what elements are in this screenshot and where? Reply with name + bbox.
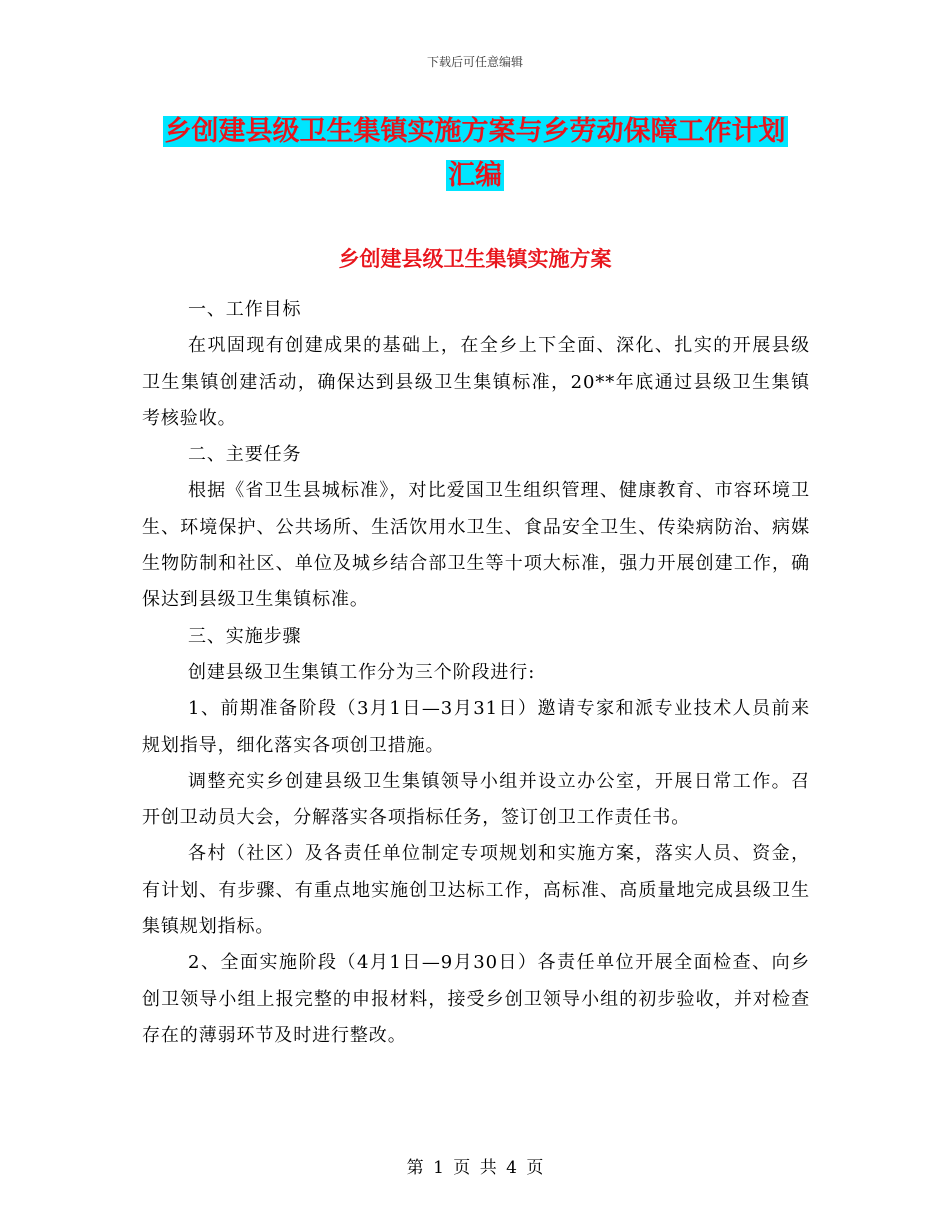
paragraph: 在巩固现有创建成果的基础上，在全乡上下全面、深化、扎实的开展县级卫生集镇创建活动，确保达到县级卫生集镇标准，20**年底通过县级卫生集镇考核验收。 — [142, 335, 810, 429]
document-body — [142, 292, 810, 1054]
paragraph: 调整充实乡创建县级卫生集镇领导小组并设立办公室，开展日常工作。召开创卫动员大会，分解落实各项指标任务，签订创卫工作责任书。 — [142, 770, 810, 829]
section-title: 乡创建县级卫生集镇实施方案 — [338, 247, 612, 271]
document-title-text-1: 乡创建县级卫生集镇实施方案与乡劳动保障工作计划 — [164, 116, 786, 147]
paragraph: 创建县级卫生集镇工作分为三个阶段进行: — [188, 661, 536, 683]
document-title-text-2: 汇编 — [448, 160, 502, 191]
paragraph: 根据《省卫生县城标准》，对比爱国卫生组织管理、健康教育、市容环境卫生、环境保护、公共场所、生活饮用水卫生、食品安全卫生、传染病防治、病媒生物防制和社区、单位及城乡结合部卫生等十项大标准，强力开展创建工作，确保达到县级卫生集镇标准。 — [142, 480, 810, 611]
page-footer: 第 1 页 共 4 页 — [406, 1158, 544, 1178]
paragraph: 各村（社区）及各责任单位制定专项规划和实施方案，落实人员、资金，有计划、有步骤、有重点地实施创卫达标工作，高标准、高质量地完成县级卫生集镇规划指标。 — [142, 843, 810, 938]
paragraph: 2、全面实施阶段（4月1日—9月30日）各责任单位开展全面检查、向乡创卫领导小组上报完整的申报材料，接受乡创卫领导小组的初步验收，并对检查存在的薄弱环节及时进行整改。 — [142, 952, 810, 1046]
heading-implementation-steps: 三、实施步骤 — [188, 625, 302, 647]
header-note: 下载后可任意编辑 — [426, 55, 523, 69]
paragraph: 1、前期准备阶段（3月1日—3月31日）邀请专家和派专业技术人员前来规划指导，细化落实各项创卫措施。 — [142, 698, 810, 756]
heading-main-tasks: 二、主要任务 — [188, 444, 302, 466]
heading-work-goals: 一、工作目标 — [188, 299, 302, 320]
document-title-line-2 — [0, 148, 950, 204]
